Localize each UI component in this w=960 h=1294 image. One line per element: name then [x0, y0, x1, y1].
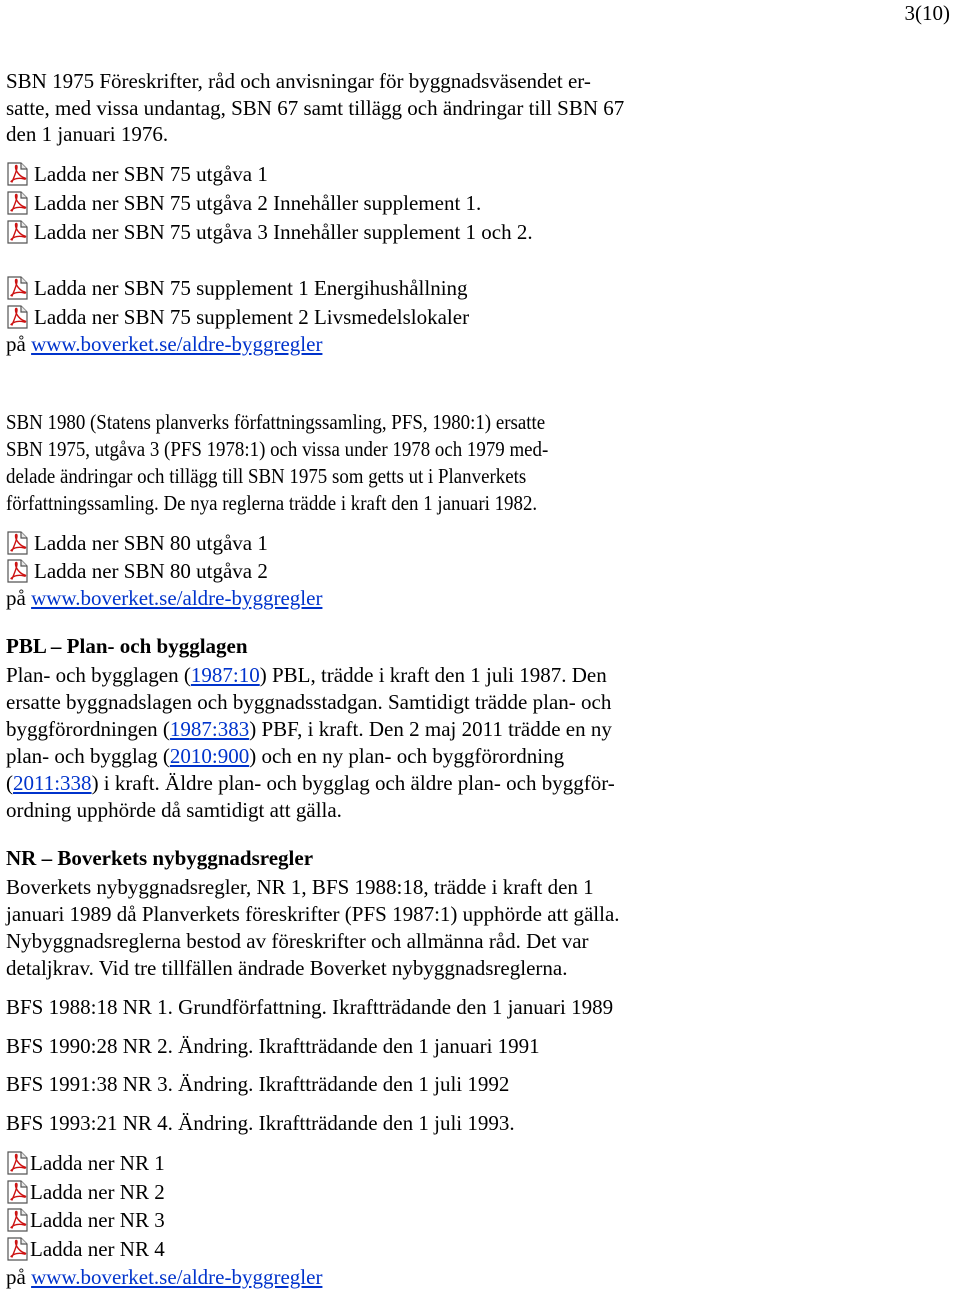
text: ) och en ny plan- och byggförordning [249, 744, 565, 768]
pdf-file-icon [6, 305, 30, 329]
download-label: Ladda ner NR 1 [30, 1151, 165, 1175]
text: ) i kraft. Äldre plan- och bygglag och äldre plan- och byggför- [91, 771, 615, 795]
paragraph-line [6, 409, 605, 435]
paragraph-line: ordning upphörde då samtidigt att gälla. [6, 798, 342, 822]
paragraph-line: satte, med vissa undantag, SBN 67 samt tillägg och ändringar till SBN 67 [6, 96, 625, 120]
boverket-link[interactable]: www.boverket.se/aldre-byggregler [31, 1265, 323, 1289]
paragraph-line [6, 716, 612, 742]
pdf-file-icon [6, 559, 30, 583]
sfs-link-2010-900[interactable]: 2010:900 [169, 744, 250, 768]
download-label: Ladda ner SBN 80 utgåva 1 [34, 531, 268, 555]
text: byggförordningen ( [6, 717, 170, 741]
source-line [6, 331, 322, 357]
text: ( [6, 771, 13, 795]
pdf-file-icon [6, 531, 30, 555]
download-label: Ladda ner SBN 75 utgåva 1 [34, 162, 268, 186]
download-label: Ladda ner SBN 75 utgåva 3 Innehåller supplement 1 och 2. [34, 220, 533, 244]
pdf-file-icon [6, 191, 30, 215]
boverket-link[interactable]: www.boverket.se/aldre-byggregler [31, 332, 323, 356]
paragraph-line: Nybyggnadsreglerna bestod av föreskrifter och allmänna råd. Det var [6, 929, 589, 953]
download-link-nr-3[interactable] [6, 1207, 165, 1233]
text: plan- och bygglag ( [6, 744, 170, 768]
download-link-sbn75-utgava-1[interactable] [6, 161, 268, 187]
sfs-link-1987-10[interactable]: 1987:10 [190, 663, 260, 687]
download-label: Ladda ner SBN 75 supplement 2 Livsmedelslokaler [34, 305, 470, 329]
page-number: 3(10) [904, 1, 950, 25]
text: ) PBL, trädde i kraft den 1 juli 1987. Den [259, 663, 607, 687]
paragraph-line: detaljkrav. Vid tre tillfällen ändrade Boverket nybyggnadsreglerna. [6, 956, 568, 980]
download-label: Ladda ner NR 2 [30, 1180, 165, 1204]
source-prefix: på [6, 1265, 26, 1289]
paragraph-line: ersatte byggnadslagen och byggnadsstadgan. Samtidigt trädde plan- och [6, 690, 612, 714]
amendment-line: BFS 1993:21 NR 4. Ändring. Ikraftträdande den 1 juli 1993. [6, 1111, 515, 1135]
section-heading-pbl: PBL – Plan- och bygglagen [6, 634, 248, 658]
pdf-file-icon [6, 1208, 30, 1232]
download-link-nr-4[interactable] [6, 1236, 165, 1262]
pdf-file-icon [6, 1180, 30, 1204]
download-link-nr-2[interactable] [6, 1179, 165, 1205]
paragraph-line-text: SBN 1980 (Statens planverks författningssamling, PFS, 1980:1) ersatte [6, 410, 546, 434]
paragraph-line-text: SBN 1975, utgåva 3 (PFS 1978:1) och vissa under 1978 och 1979 med- [6, 437, 549, 461]
download-link-sbn75-supplement-1[interactable] [6, 275, 468, 301]
section-heading-nr: NR – Boverkets nybyggnadsregler [6, 846, 314, 870]
pdf-file-icon [6, 276, 30, 300]
source-line [6, 1264, 322, 1290]
amendment-line: BFS 1990:28 NR 2. Ändring. Ikraftträdande den 1 januari 1991 [6, 1034, 540, 1058]
source-prefix: på [6, 586, 26, 610]
paragraph-line [6, 662, 607, 688]
paragraph-line: den 1 januari 1976. [6, 122, 169, 146]
amendment-line: BFS 1988:18 NR 1. Grundförfattning. Ikraftträdande den 1 januari 1989 [6, 995, 614, 1019]
download-link-sbn75-supplement-2[interactable] [6, 304, 469, 330]
paragraph-line-text: författningssamling. De nya reglerna trädde i kraft den 1 januari 1982. [6, 491, 538, 515]
pdf-file-icon [6, 220, 30, 244]
source-prefix: på [6, 332, 26, 356]
boverket-link[interactable]: www.boverket.se/aldre-byggregler [31, 586, 323, 610]
download-link-nr-1[interactable] [6, 1150, 165, 1176]
download-label: Ladda ner NR 4 [30, 1237, 165, 1261]
source-line [6, 585, 322, 611]
sfs-link-2011-338[interactable]: 2011:338 [13, 771, 92, 795]
paragraph-line: SBN 1975 Föreskrifter, råd och anvisningar för byggnadsväsendet er- [6, 69, 591, 93]
download-label: Ladda ner SBN 75 utgåva 2 Innehåller supplement 1. [34, 191, 482, 215]
download-link-sbn80-utgava-2[interactable] [6, 558, 268, 584]
paragraph-line [6, 490, 596, 516]
sfs-link-1987-383[interactable]: 1987:383 [169, 717, 250, 741]
download-link-sbn80-utgava-1[interactable] [6, 530, 268, 556]
download-label: Ladda ner SBN 75 supplement 1 Energihushållning [34, 276, 468, 300]
download-link-sbn75-utgava-3[interactable] [6, 219, 533, 245]
download-label: Ladda ner SBN 80 utgåva 2 [34, 559, 268, 583]
pdf-file-icon [6, 1237, 30, 1261]
paragraph-line [6, 463, 584, 489]
paragraph-line-text: delade ändringar och tillägg till SBN 1975 som getts ut i Planverkets [6, 464, 527, 488]
paragraph-line [6, 743, 564, 769]
text: ) PBF, i kraft. Den 2 maj 2011 trädde en ny [249, 717, 612, 741]
paragraph-line [6, 436, 609, 462]
paragraph-line [6, 770, 615, 796]
text: Plan- och bygglagen ( [6, 663, 191, 687]
paragraph-line: Boverkets nybyggnadsregler, NR 1, BFS 1988:18, trädde i kraft den 1 [6, 875, 594, 899]
pdf-file-icon [6, 162, 30, 186]
paragraph-line: januari 1989 då Planverkets föreskrifter (PFS 1987:1) upphörde att gälla. [6, 902, 620, 926]
pdf-file-icon [6, 1151, 30, 1175]
download-link-sbn75-utgava-2[interactable] [6, 190, 481, 216]
amendment-line: BFS 1991:38 NR 3. Ändring. Ikraftträdande den 1 juli 1992 [6, 1072, 510, 1096]
download-label: Ladda ner NR 3 [30, 1208, 165, 1232]
